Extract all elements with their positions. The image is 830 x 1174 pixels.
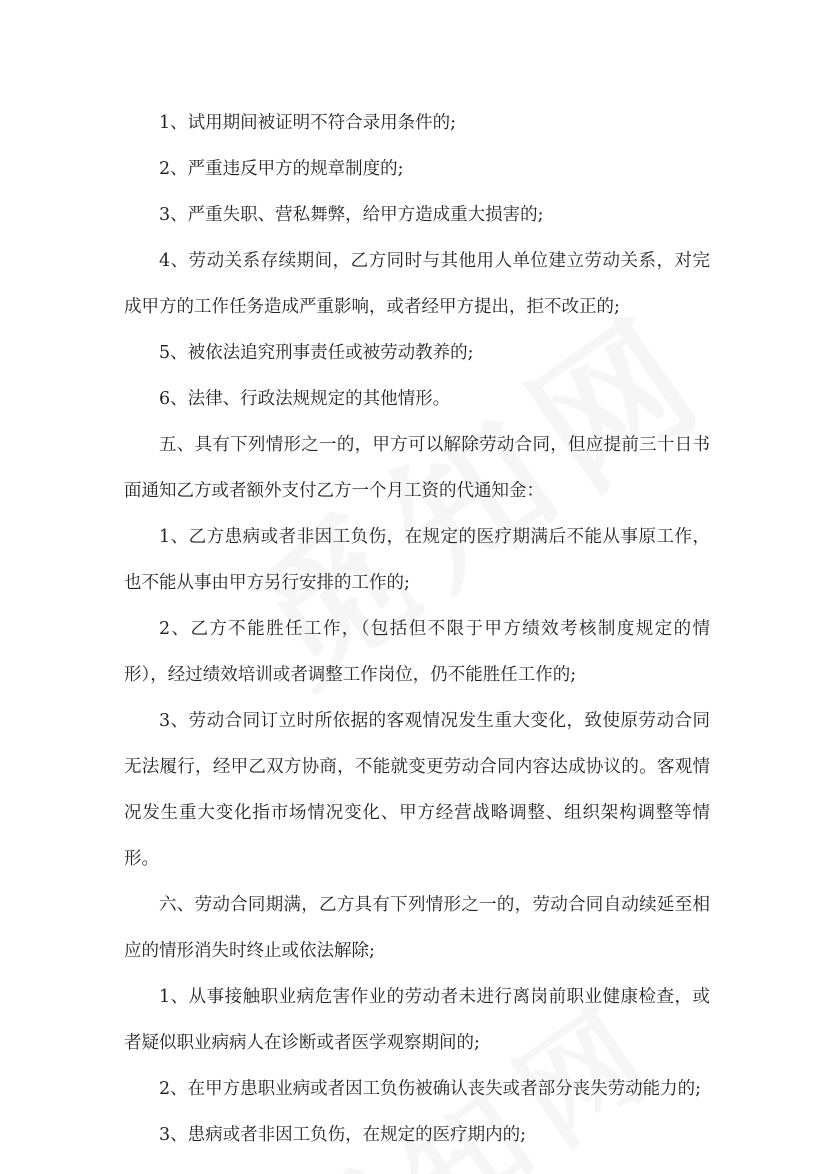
paragraph: 6、法律、行政法规规定的其他情形。 [159,389,451,409]
paragraph: 3、严重失职、营私舞弊，给甲方造成重大损害的; [159,205,544,225]
paragraph: 3、患病或者非因工负伤，在规定的医疗期内的; [159,1125,527,1145]
paragraph: 1、乙方患病或者非因工负伤，在规定的医疗期满后不能从事原工作，也不能从事由甲方另行安排的工作的; [124,527,710,593]
document-body [124,100,710,1158]
paragraph: 1、从事接触职业病危害作业的劳动者未进行离岗前职业健康检查，或者疑似职业病病人在诊断或者医学观察期间的; [124,987,710,1053]
section-heading-paragraph: 六、劳动合同期满，乙方具有下列情形之一的，劳动合同自动续延至相应的情形消失时终止或依法解除; [124,895,710,961]
paragraph: 3、劳动合同订立时所依据的客观情况发生重大变化，致使原劳动合同无法履行，经甲乙双方协商，不能就变更劳动合同内容达成协议的。客观情况发生重大变化指市场情况变化、甲方经营战略调整、组织架构调整等情形。 [124,711,710,869]
section-heading-paragraph: 五、具有下列情形之一的，甲方可以解除劳动合同，但应提前三十日书面通知乙方或者额外支付乙方一个月工资的代通知金： [124,435,710,501]
paragraph: 5、被依法追究刑事责任或被劳动教养的; [159,343,474,363]
paragraph: 2、严重违反甲方的规章制度的; [159,159,404,179]
paragraph: 1、试用期间被证明不符合录用条件的; [159,113,457,133]
paragraph: 2、在甲方患职业病或者因工负伤被确认丧失或者部分丧失劳动能力的; [159,1079,702,1099]
paragraph: 4、劳动关系存续期间，乙方同时与其他用人单位建立劳动关系，对完成甲方的工作任务造成严重影响，或者经甲方提出，拒不改正的; [124,251,710,317]
paragraph: 2、乙方不能胜任工作，（包括但不限于甲方绩效考核制度规定的情形），经过绩效培训或者调整工作岗位，仍不能胜任工作的; [124,619,710,685]
